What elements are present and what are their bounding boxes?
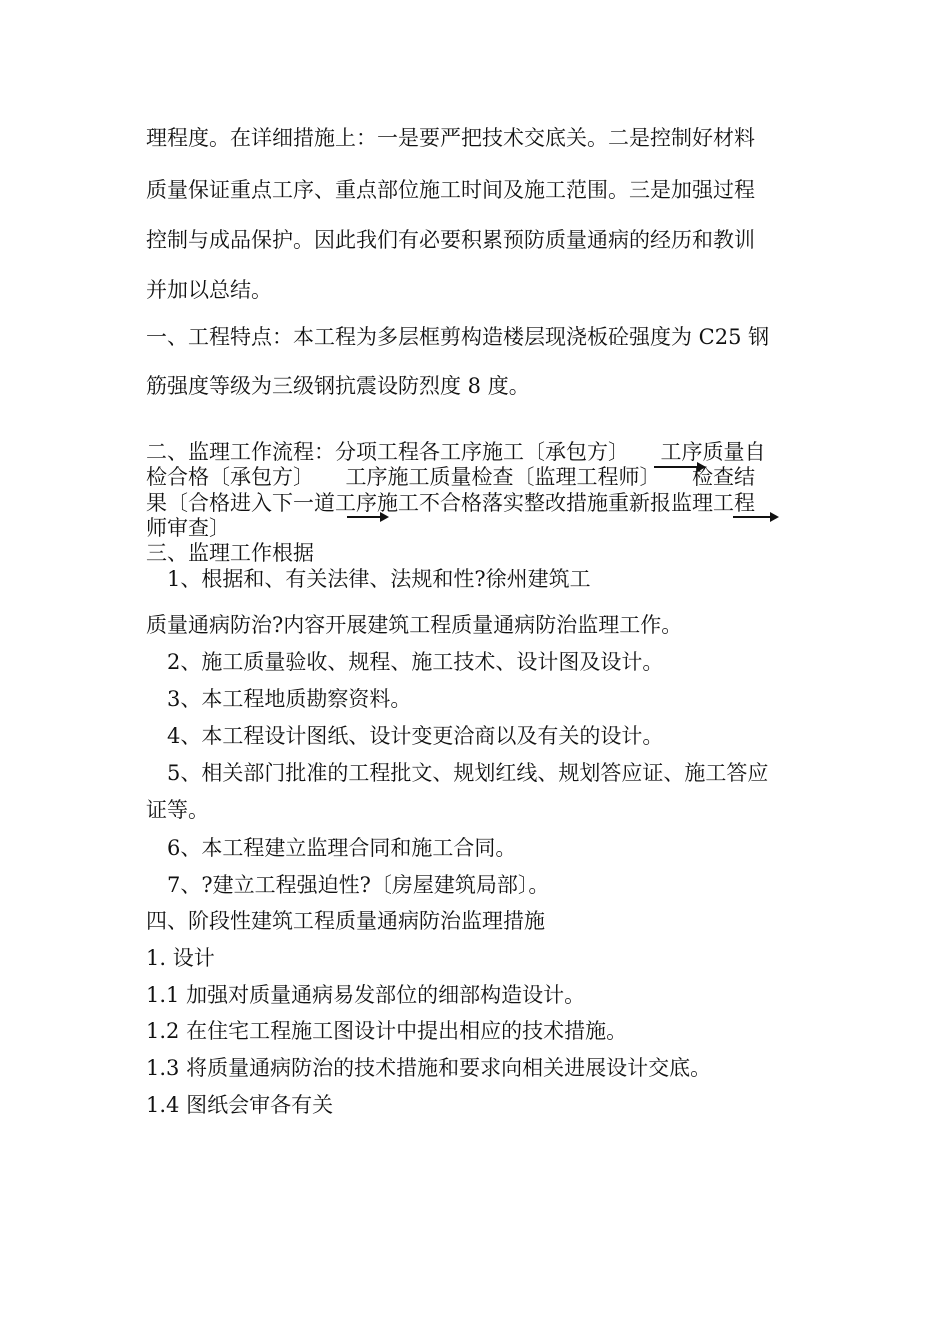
paragraph-line: 理程度。在详细措施上：一是要严把技术交底关。二是控制好材料	[146, 126, 755, 150]
flow-line: 师审查〕	[146, 516, 230, 540]
basis-item: 5、相关部门批准的工程批文、规划红线、规划答应证、施工答应	[167, 761, 769, 785]
section4-title: 四、阶段性建筑工程质量通病防治监理措施	[146, 909, 545, 933]
basis-item: 7、?建立工程强迫性?〔房屋建筑局部〕。	[167, 873, 550, 897]
flow-arrow-icon	[654, 466, 704, 468]
section3-title: 三、监理工作根据	[146, 541, 314, 565]
design-item: 1.2 在住宅工程施工图设计中提出相应的技术措施。	[146, 1019, 628, 1043]
flow-arrow-icon	[733, 516, 777, 518]
paragraph-line: 质量保证重点工序、重点部位施工时间及施工范围。三是加强过程	[146, 178, 755, 202]
flow-arrow-icon	[347, 516, 387, 518]
design-item: 1.4 图纸会审各有关	[146, 1093, 334, 1117]
basis-item: 质量通病防治?内容开展建筑工程质量通病防治监理工作。	[146, 613, 683, 637]
paragraph-line: 并加以总结。	[146, 278, 272, 302]
section1-line: 一、工程特点：本工程为多层框剪构造楼层现浇板砼强度为 C25 钢	[146, 325, 770, 349]
design-item: 1.3 将质量通病防治的技术措施和要求向相关进展设计交底。	[146, 1056, 712, 1080]
basis-item: 4、本工程设计图纸、设计变更洽商以及有关的设计。	[167, 724, 664, 748]
flow-line: 检合格〔承包方〕 工序施工质量检查〔监理工程师〕 检查结	[146, 465, 755, 489]
basis-item: 1、根据和、有关法律、法规和性?徐州建筑工	[167, 567, 591, 591]
flow-line: 二、监理工作流程：分项工程各工序施工〔承包方〕 工序质量自	[146, 440, 766, 464]
design-title: 1. 设计	[146, 946, 215, 970]
section1-line: 筋强度等级为三级钢抗震设防烈度 8 度。	[146, 374, 530, 398]
basis-item: 2、施工质量验收、规程、施工技术、设计图及设计。	[167, 650, 664, 674]
basis-item: 3、本工程地质勘察资料。	[167, 687, 412, 711]
basis-item: 6、本工程建立监理合同和施工合同。	[167, 836, 517, 860]
design-item: 1.1 加强对质量通病易发部位的细部构造设计。	[146, 983, 586, 1007]
paragraph-line: 控制与成品保护。因此我们有必要积累预防质量通病的经历和教训	[146, 228, 755, 252]
basis-item: 证等。	[146, 798, 209, 822]
flow-line: 果〔合格进入下一道工序施工不合格落实整改措施重新报监理工程	[146, 491, 755, 515]
